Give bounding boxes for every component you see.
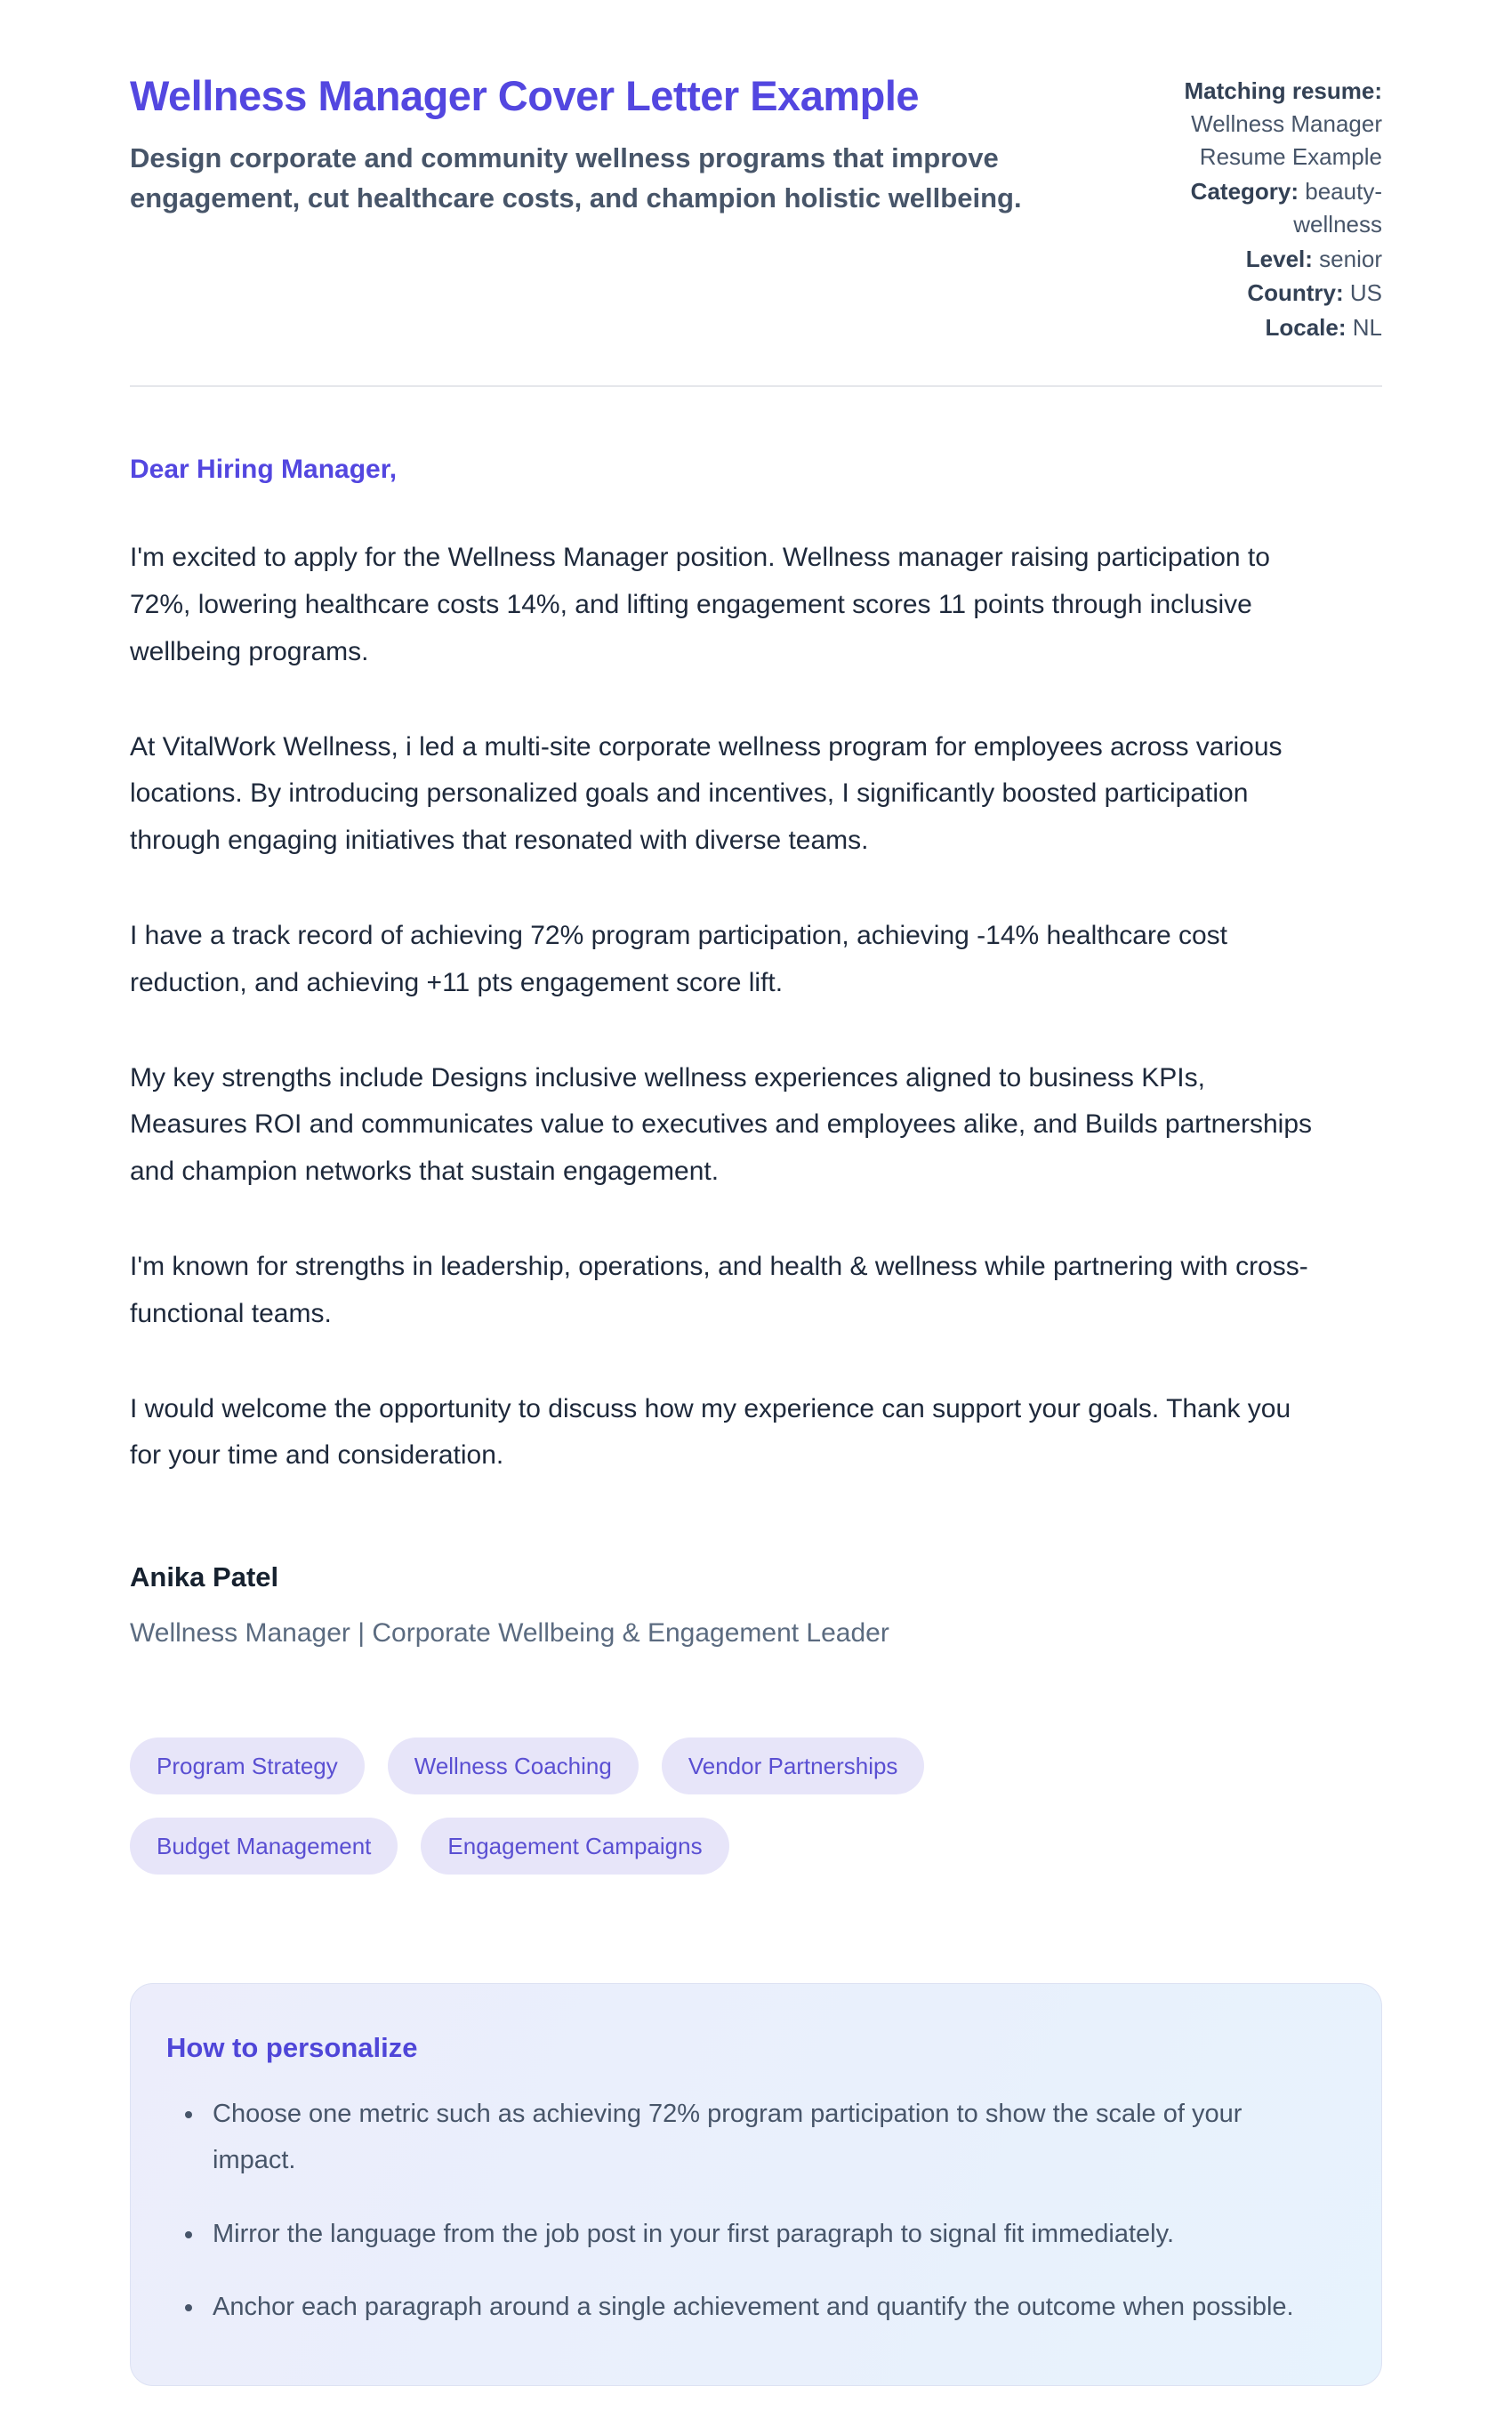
locale-value: NL (1352, 314, 1382, 342)
cover-letter-page (130, 0, 1382, 2386)
header-title-block (130, 69, 1037, 219)
personalize-tip: • Choose one metric such as achieving 72% program participation to show the scale of your impact. (205, 2091, 1326, 2183)
personalize-tips-list (205, 2091, 1331, 2330)
personalize-tip: • Mirror the language from the job post in your first paragraph to signal fit immediately. (205, 2211, 1326, 2257)
meta-country (1105, 277, 1382, 310)
category-value: beauty-wellness (1293, 177, 1382, 238)
cover-letter-body (130, 455, 1382, 1649)
meta-locale (1105, 311, 1382, 344)
skill-tag: Engagement Campaigns (421, 1818, 728, 1875)
category-label: Category: (1190, 177, 1299, 205)
letter-paragraph: I have a track record of achieving 72% program participation, achieving -14% healthcare cost reduction, and achieving +11 pts engagement score lift. (130, 921, 1227, 997)
country-value: US (1349, 279, 1382, 307)
skill-tag: Wellness Coaching (388, 1738, 639, 1794)
skill-tag: Program Strategy (130, 1738, 365, 1794)
personalize-heading: How to personalize (166, 2032, 418, 2064)
meta-category (1105, 175, 1382, 241)
letter-paragraph: I would welcome the opportunity to discuss how my experience can support your goals. Thank you for your time and consideration. (130, 1393, 1291, 1471)
letter-paragraph: At VitalWork Wellness, i led a multi-site corporate wellness program for employees across various locations. By introducing personalized goals and incentives, I significantly boosted participation through engaging initiatives that resonated with diverse teams. (130, 731, 1283, 856)
skill-tag: Vendor Partnerships (662, 1738, 925, 1794)
meta-level (1105, 243, 1382, 276)
skill-tag: Budget Management (130, 1818, 398, 1875)
signature-block (130, 1561, 1382, 1649)
matching-resume-link[interactable]: Wellness Manager Resume Example (1191, 109, 1382, 170)
header-divider (130, 385, 1382, 387)
resume-meta-block (1105, 69, 1382, 346)
signature-role: Wellness Manager | Corporate Wellbeing & Engagement Leader (130, 1618, 889, 1649)
matching-resume-label: Matching resume: (1184, 77, 1382, 104)
level-value: senior (1319, 245, 1382, 272)
personalize-callout (130, 1983, 1382, 2386)
letter-paragraph: I'm excited to apply for the Wellness Manager position. Wellness manager raising participation to 72%, lowering healthcare costs 14%, and lifting engagement scores 11 points through inclusive wellbeing programs. (130, 543, 1270, 666)
letter-greeting: Dear Hiring Manager, (130, 455, 398, 485)
letter-paragraph: My key strengths include Designs inclusive wellness experiences aligned to business KPIs, Measures ROI and communicates value to executives and employees alike, and Builds partnerships and champion networks that sustain engagement. (130, 1062, 1313, 1187)
meta-matching-resume (1105, 75, 1382, 173)
page-subtitle: Design corporate and community wellness programs that improve engagement, cut healthcare costs, and champion holistic wellbeing. (130, 142, 1022, 214)
locale-label: Locale: (1265, 314, 1347, 342)
level-label: Level: (1245, 245, 1313, 272)
skill-tags (130, 1738, 1206, 1875)
page-title: Wellness Manager Cover Letter Example (130, 72, 920, 119)
personalize-tip: • Anchor each paragraph around a single achievement and quantify the outcome when possible. (205, 2284, 1326, 2330)
letter-paragraph: I'm known for strengths in leadership, operations, and health & wellness while partnering with cross-functional teams. (130, 1252, 1308, 1328)
country-label: Country: (1247, 279, 1344, 307)
signature-name: Anika Patel (130, 1561, 279, 1593)
page-header (130, 69, 1382, 346)
